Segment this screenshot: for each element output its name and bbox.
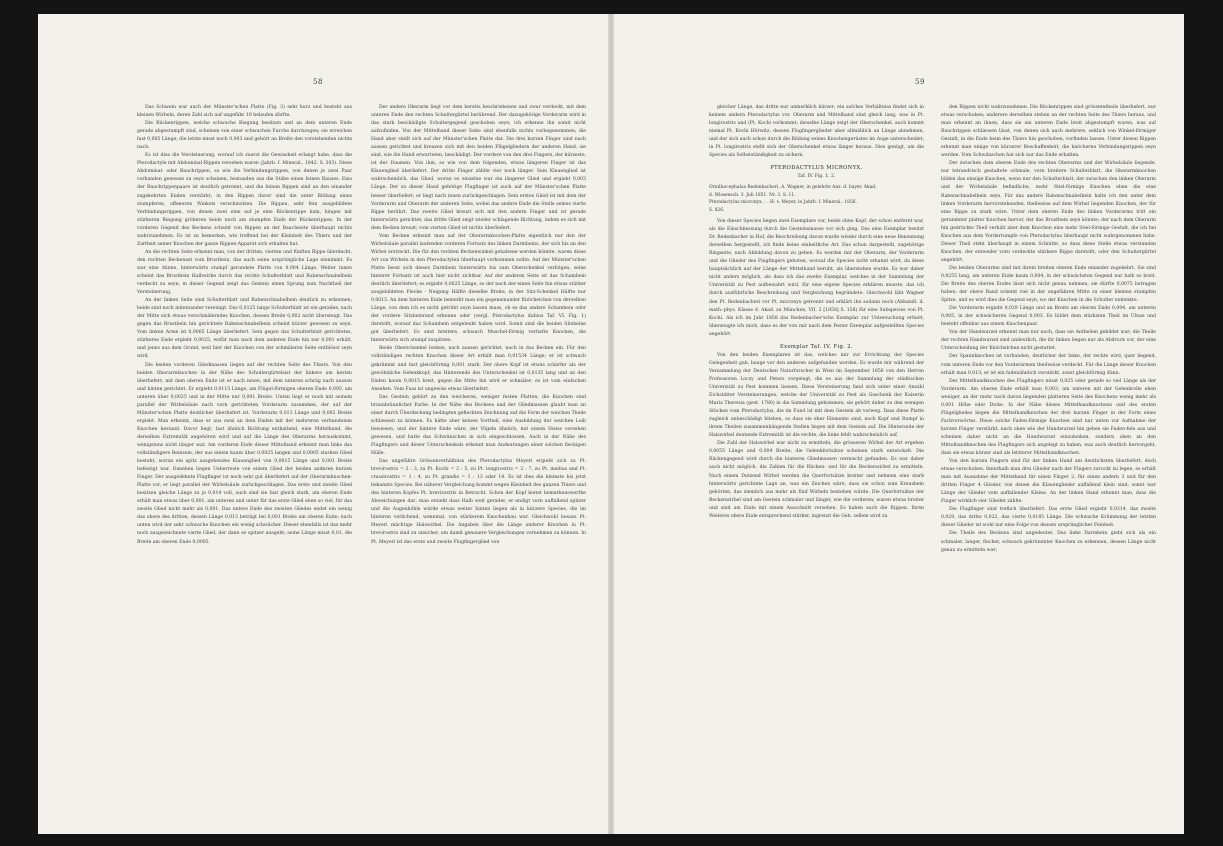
- page-number-left: 58: [313, 78, 323, 86]
- paragraph: Das Gestein gehört zu den weicheren, weniger festen Platten, die Knochen sind braunbräunlicher Farbe. In der Nähe des Beckens und der Gliedmassen glaubt man an einer durch Überdeckung bedingten gefleckten Zeichnung auf die Form der weichen Theile schliessen zu können. Es hätte aber keinen Vortheil, eine Ausbildung der weichen Leib bewiesen, und der hintere Ende wäre, der Vögeln ähnlich, mit einem Steiss versehen gewesen, und hatte das Schwänzchen in sich eingeschlossen. Auch in der Nähe des Flugfingers und dieser Unterschenkels erkennt man Andeutungen einer solchen fleckigen Hülle.: [371, 394, 586, 457]
- paragraph: An die rechten Seite erkennt man, von der dritten, vierten und fünften Rippe überdeckt, den rechten Beckenast vom Brustbein, das auch seine ursprüngliche Lage einnimmt. Es war eine dünne, hinterwärts stumpf gerundete Platte von 0,004 Länge. Weiter innen scheint das Brustbein Halbwirbe durch das rechte Schulterblatt und Rabenschnabelbein verdeckt zu seyn; in dieser Gegend zeigt das Gestein einen Sprung zum Nachtheil der Versteinerung.: [137, 249, 352, 296]
- right-column-2: [941, 104, 1156, 819]
- plate-reference: Taf. IV. Fig. 1. 2.: [797, 174, 836, 180]
- page-number-right: 59: [915, 78, 925, 86]
- paragraph: Vom Becken erkennt man auf der Oberarmknochen-Platte eigentlich nur den der Wirbelsäule parallel laufenden vorderen Fortsatz des linken Darmbeins, der sich bis an den Wirbel erstreckt. Die für den rechten Beckenwinkel gehaltene werden könnte, waren diese Art von Wirbeln in den Pterodactylen überhaupt vorkommen sollte. Auf der Münster'schen Platte liesst sich dieses Darmbein hinterwärts bis zum Oberschenkel verfolgen, seine hinterer Fortsatz ist auch hier nicht sichtbar. Auf der anderen Seite ist das Schambein deutlich überliefert; es ergiebt 0,0025 Länge, so der nach der einen Seite hin etwas stärker ausgebildeten Flecke - Neigung Hälfte dieselbe Breite, in der Sitz-Schenkel Hälfte nur 0,0015. An dem hinteren Ende bemerkt man ein gegeneinander Knöchelchen von derselben Länge, von dem ich es nicht getrübt seyn lassen muss, ob es das andere Schambein oder der vordere Sitzbeinrand erkenne oder (vergl. Pterodactylus dubius Taf. VI. Fig. 1) darstellt, worauf das Schambein entgelenkt haben wird. Somit sind die beiden Sitzbeine gut überliefert. Es sind breitere, schwach Muschel-förmig vertiefte Knochen, die hinterwärts sich stumpf zuspitzen.: [371, 233, 586, 344]
- paragraph: Die Vorderarm ergiebt 0,029 Länge und an Breite am oberen Ende 0,004, am unteren 0,005, in der schwächeren Gegend 0,003. Es bildet dem stärksten Theil im Ulnae und besteht offenbar aus einem Knochenpaar.: [941, 306, 1156, 328]
- paragraph: den Rippen nicht wahrzunehmen. Die Rückenrippen sind grösstentheils überliefert, nur etwas verschoben; anderere derselben stehen an der rechten Seite des Thiers heraus, und man erkennt an ihnen, dass sie am unteren Ende breit abgestumpft waren, was auf Bauchrippen schliessen lässt, von denen sich auch mehrere, seitlich von Winkel-förmiger Gestalt, in die Ende beim des Thiers hin geschoben, vorfinden lassen. Unter diesen Rippen erkennt man einige von kürzerer Beschaffenheit, die knöcherne Verbindungsrippen seyn werden. Vom Schwänzchen hat sich nur das Ende erhalten.: [941, 105, 1156, 159]
- paragraph: Die beiden Oberarme sind mit ihrem breiten oberen Ende einander zugekehrt. Sie sind 0,0255 lang, am unteren Ende kaum 0,004, in der schwächsten Gegend nur halb so breit. Die Breite des oberen Endes lässt sich nicht genau nehmen, sie dürfte 0,0075 betragen haben; der obere Rand scheint viel in der ungefähren Mitte zu einer kleinen stumpfen Spitze, und es wird dies die Gegend seyn, wo der Knochen in die Schulter einlenkte.: [941, 265, 1156, 304]
- paragraph: Von dieser Species liegen zwei Exemplare vor, beide ohne Kopf, der schon entfernt war, als die Einschliessung durch die Gesteinsmasse vor sich ging. Das eine Exemplar besitzt Dr. Redenbacher in Hof, die Beschreibung davon wurde wieder durch eine neue Benennung derselben hergestellt, ich finde keine einheitliche Art. Das schon dargestellt, zugehörige Ringseite, nach Abbildung davon zu geben. Es werden mir der Oberarm, der Vorderarm und die Glieder des Flugfingers geboten, worauf die Species nicht erkannt wird, da diese hauptsächlich auf der Länge der Mittelhand beruht, als überstehen wurde. Es war daher nicht anders möglich, als dass ich das zweite Exemplar, welches in der Sammlung der Universität zu Pest aufbewahrt wird, für eine eigene Species erklären musste, das ich durch ausführliche Beschreibung und Vergleichung begründete. Gleichwohl läht Wagner den Pt. Redenbacheri vor Pt. micronyx getrennt und erklärt ihn sodann noch (Abhandl. d. math.-phys. Klasse d. Akad. zu München, VII. 2 [1858] S. 158) für eine Subspecies von Pt. Kochi. Als ich im Jahr 1858 das Redenbacher'sche Exemplar zur Untersuchung erhielt, überzeugte ich mich, dass es der von mir nach dem Pester Exemplar aufgestellten Species angehört.: [709, 219, 924, 337]
- left-page: [38, 14, 611, 834]
- synonym-line: S. 826.: [709, 207, 725, 213]
- species-heading: PTERODACTYLUS MICRONYX.: [770, 165, 863, 172]
- paragraph: Das Schwein war auch der Münster'schen Platte (Fig. 3) sehr kurz und besteht aus kleinen Wirbeln, deren Zahl sich auf ungefähr 10 belaufen dürfte.: [137, 105, 352, 119]
- paragraph: Der zwischen dem oberen Ende des rechten Oberarms und der Wirbelsäule liegende, nur tetraedrisch gestaltete schmale, vorn breitere Schulterblatt, die Oberarmknochen bilden das einzige Knochen, wenn nur den Schulterblatt, der zwischen den linken Oberarm und der Wirbelsäule befindliche, mehr Stiel-förmige Knochen eben die eine Rabenschnabelbein seyn. Für das andere Rabenschnabelbein halte ich den unter dem linken Vorderarm hervorstehenden, theilweise auf dem Wirbel liegenden Knochen, der für eine Rippe zu stark wäre. Unter dem oberen Ende des linken Vorderarms tritt ein gerundeter platter Knochen hervor, der das Brustbein seyn könnte; der nach dem Oberarm hin gedrückte Theil verhält aber dem Knochen eine mehr Stiel-förmige Gestalt, die ich bei Knochen aus dem Vorderrumpfe von Pterodactylus überhaupt nicht wahrgenommen habe. Dieser Theil steht überhaupt in einem Schnitte, so dass diese Stelle etwas verstanden Knochen, der entweder vorn verdeckte stärkere Rippe darstellt, oder den Schultergürtel angehört.: [941, 161, 1156, 263]
- paragraph: Die Zahl der Halswirbel war nicht zu ermitteln; die grösseren Wirbel der Art ergeben 0,0055 Länge und 0,004 Breite; die Gelenkfortsätze scheinen stark entwickelt. Die Rückengegend wird durch die hinteren Gliedmassen vermischt gefunden. Es war daher auch nicht möglich, die Zahlen für die Rücken- und für die Beckenwirbel zu ermitteln. Nach einem Dutzend Wirbel werden die Querfortsätze breiter und nehmen eine stark hinterwärts gerichtete Lage an, was ein Zeichen wäre, dass sie schon zum Kreuzbein gehörten, das ziemlich aus mehr als fünf Wirbeln bestehen würde. Die Querfortsätze der Beckenwirbel sind am Gestein schmaler und länger, wie die vorderen; waren etwas breiter und sind am Ende mit einem Ausschnitt versehen. Es haben auch die Rippen. Ihren Weiteres obere Ende entsprechend stärker, ingrenzt die Geb. selben wird zu: [709, 441, 924, 519]
- paragraph: Der Spannknochen ist vorhanden, deutlicher der linke, der rechte wird, quer liegend, vom unteren Ende vor den Vorderarmen theilweise verdeckt. Für die Länge dieser Knochen erhält man 0,013; er ist ein fadenähnlich verstärkt, sonst gleichförmig dünn.: [941, 354, 1156, 376]
- synonymy-list: [709, 184, 924, 214]
- synonym-line: Pterodactylus micronyx, . . H. v. Meyer, in Jahrb. f. Mineral., 1856.: [709, 200, 857, 206]
- paragraph: gleicher Länge, das dritte nur unmerklich kürzer; ein solches Verhältniss findet sich in keinem andern Pterodactylus vor. Oberarm und Mittelhand sind gleich lang, was in Pt. longirostris und (Pt. Kochi vorkommt; dieselbe Länge zeigt der Oberschenkel, auch kommt niemal Pt. Kochi Hörwitz, dessen Flugfingerglieder aber allmählich an Länge abnehmen, und der sich auch schon durch die Bildung seines Knochengerüstes im Auge unterscheidet; in Pt. longirostris stellt sich der Oberschenkel etwas länger heraus. Dies genügt, um die Species als Selbstständigkeit zu sichern.: [709, 105, 924, 159]
- paragraph: An der linken Seite sind Schulterblatt und Rabenschnabelbein deutlich zu erkennen; beide sind noch miteinander vereinigt. Das 0,0125 lange Schulterblatt ist ein gerades, nach der Mitte sich etwas verschmälerndes Knochen, dessen Breite 0,002 nicht übersteigt. Das gegen das Brustbein hin gerichtete Rabenschnabelbein scheint kürzer gewesen zu seyn. Vom linken Arme ist 0,0065 Länge überliefert. Sein gegen das Schulterblatt gerichtetes, stärkeres Ende ergiebt 0,0025, wofür man nach dem anderen Ende hin nur 0,001 erhält, und jenes aus dem Grund, weil hier der Knochen von der schmäleren Seite entblösst seyn wird.: [137, 298, 352, 360]
- right-page: [611, 14, 1184, 834]
- paragraph: Beide Oberschenkel lenken, nach aussen gerichtet, noch in das Becken ein. Für den vollständigen rechten Knochen dieser Art erhält man 0,01534 Länge; er ist schwach gekrümmt und fast gleichförmig 0,001 stark. Der obere Kopf ist etwas schärfer als der gewöhnliche Gelenkkopf; das Hinterende des Unterschenkel ist 0,0135 lang und an den Enden kaum 0,0015 breit, gegen die Mitte hin wird er schmäler; es ist vom einfachen Ansehen. Vom Fuss ist ungewiss etwas überliefert.: [371, 346, 586, 392]
- paragraph: Es ist dies die Versteinerung, worauf ich zuerst die Gewissheit erlangt habe, dass die Pterodactyle mit Abdominal-Rippen versehen waren (Jahrb. f. Mineral., 1842. S. 303). Diese Abdominal- oder Bauchrippen, so wie die Verbindungsrippen, von denen je zwei Paar vorhanden gewesen zu seyn scheinen, bestanden aus die Stäbe einen feinen Bauses. Eins der Bauchrippenpaare ist deutlich getrennt, und die feinen Rippen sind an den einander zugekehrten Enden verstärkt; in den Rippen davor sind die unter Bildung eines stumpferen, offeneren Winkels verschmolzen. Die Rippen, sehr fein ausgebildete Verbindungsrippen, von denen zwei eine auf je eine Rückenrippe kam, hingen mit stärkeren Biegung gröberen beide noch am stumpfen Ende der Rückenrippen. In der vorderen Gegend des Beckens scheint von Rippen an der Bauchseite überhaupt nichts wahrzunehmen. Es ist zu bemerken, wie treffend bei der Kleinheit des Thiers und der Zartheit seiner Knochen der ganze Rippen-Apparat sich erhalten hat.: [137, 153, 352, 247]
- left-column-2: [371, 104, 586, 819]
- paragraph: Der Mittelhandknochen des Flugfingers misst 0,025 oder gerade so viel Länge als der Vorderarm. Am oberen Ende erhält man 0,003, am unteren mit der Gelenkrolle eben weniger, an der mehr nach davon liegenden platteren Seite des Knochens wenig mehr als 0,001 Höhe oder Dicke. In der Nähe dieses Mittelhandknochens und des ersten Flügelgliedes liegen die Mittelhandknochen der drei kurzen Finger in der Form eines Fachvorwörtes. Diese solche Faden-förmige Knochen sind nur unten zur Aufnahme der kurzen Finger verstärkt, nach oben wie der Handwurzel hin gehen sie Faden-fein aus und scheinen daher nicht an die Handwurzel einzulenken, sondern oben an den Mittelhandknochen des Flugfingers sich angelegt zu haben, was auch deutlich hervorgeht, dass sie etwas kürzer sind als letzterer Mittelhandknochen.: [941, 378, 1156, 457]
- book-spread: [38, 14, 1184, 834]
- synonym-line: d. Wissensch. 3. Juli 1851. Nr. 3. S. 11.: [709, 192, 796, 198]
- synonym-line: Ornithocephalus Redenbacheri, A. Wagner, in gelehrte Anz. d. bayer. Akad.: [709, 185, 877, 191]
- paragraph: Von den beiden Exemplaren ist das, welches mir zur Errichtung der Species Gelegenheit gab, bauge vor den anderen aufgefunden worden. Es wurde mir während der Versammlung der Deutschen Naturforscher in Wien im September 1856 von den Herren Professoren Loczy und Peters vorgelegt, die es aus der Sammlung der städtischen Universität zu Pest kommen liessen. Diese Versteinerung fand sich unter einer Anzahl Eichstätter Versteinerungen, welche der Universität zu Pest als Geschenk der Kaiserin Maria Theresia (gest. 1780) in die Sammlung gekommen; sie gehört daher zu den wenigen Stücken vom Pterodactylus, die im Fund ist mit dem Gestein ab vorweg. Dass diese Platte zugleich unbeschädigt blieben, so dass sie eher Elemente sind, noch Kopf und Rumpf in ihrem Theilen zusammenhängende Stellen liegen mit dem Gestein auf. Die Hinterseite der Halswirbel deutende Extremität ist die rechte, die linke fehlt wahrscheinlich auf.: [709, 352, 924, 439]
- paragraph: Die Rückenrippen, welche schwache Biegung besitzen und an dem unteren Ende gerade abgestumpft sind, scheinen von einer schwachen Furche durchzogen; sie erreichen fast 0,005 Länge, die letzte misst noch 0,003 und gehört an Breite den vorstehenden nichts nach.: [137, 121, 352, 151]
- left-column-1: [137, 104, 352, 819]
- paragraph: Der andere Oberarm liegt vor dem bereits beschriebenen und zwar verdeckt, mit dem unteren Ende den rechten Schultergürtel berührend. Der dazugehörige Vorderarm wird in das stark beschädigte Schultergegend geschoben seyn; ich erkenne ihn somit nicht aufzufinden. Von der Mittelhand dieser Seite sind ebenfalls nichts vorbegenommen; die Hand aber stellt sich auf der Münster'schen Platte dar. Die drei kurzen Finger sind nach aussen gerichtet und kreuzen sich mit den beiden Flügelgliedern der anderen Hand, sie sind, wie die Hand erwarteten, beschädigt. Der vordere von den drei Fingern, der kürzeste, ist der Daumen. Von ihm, so wie von dem folgenden, etwas längeren Finger ist das Klauenglied überliefert. Der dritte Finger zählte vier noch länger. Sein Klauenglied ist wahrscheinlich, das Glied, woran es einzelne war ein längerer Glied und ergiebt 0,003 Länge. Der zu dieser Hand gehörige Flugfinger ist auch auf der Münster'schen Platte besser überliefert; er liegt nach innen zurückgeschlagen. Sein erstes Glied ist mit dem der Vorderarm und Oberarm der anderen Seite, wobei das andere Ende die Stelle seines vierte Rippe berührt. Das zweite Glied kreuzt sich mit den andern Finger und ist gerade hinterwärts gerichtet; das dritte Glied zeigt wieder schlagende Richtung, indem es sich mit dem Becken kreuzt; vom vierten Glied ist nichts überliefert.: [371, 105, 586, 231]
- paragraph: Von der Handwurzel erkennt man nur noch, dass sie Antheilen gebildet war; die Theile der rechten Handwurzel sind undeutlich, die ihr linken liegen nur als Abdruck vor, der eine Unterscheidung der Knöchelchen nicht gestattet.: [941, 330, 1156, 352]
- paragraph: Die beiden vorderen Gliedmassen liegen auf der rechten Seite des Thiers. Von den beiden Oberarmknochen in der Nähe des Schultergürtelsist der linkere am besten überliefert; mit dem oberen Ende ist er nach innen, mit dem unteren schräg nach aussen und hinten gerichtet. Er ergiebt 0,0115 Länge, am Flügel-förmigen oberen Ende 0,005, am unteren über 0,0025 und in der Mitte nur 0,001 Breite. Unten liegt er noch mit seinem parallel der Wirbelsäule nach vorn gerichteten Vorderarm zusammen, der auf der Münster'schen Platte deutlicher überliefert ist. Vorderarm 0,013 Länge und 0,002 Breite ergiebt. Man erkennt, dass er aus zwei an dem Enden mit der mehreren verbundenen Knochen bestand. Davor liegt, fast ähnlich Richtung enthaltend, eine Mittelhand, die derselben Extremität angehören wird und auf die Länge des Oberarms herauskommt, wenigstens nicht länger war. Am vorderen Ende dieser Mittelhand erkennt man links das vollständigere Beinsein, der aus einem kaum über 0,0025 langen und 0,0005 starken Glied besteht, woran ein spitz ausgehendes Klauenglied von 0,0015 Länge und 0,001 Breite befestigt war. Daneben liegen Ueberreste von einem Glied der beiden anderen kurzen Finger. Der ausgedehnte Flugfinger ist noch sehr gut überliefert auf der Oberarmknochen-Platte vor, er liegt parallel der Wirbelsäule zurückgeschlagen. Das erste und zweite Glied besitzen gleiche Länge zu je 0,014 voll, auch sind sie fast gleich stark, am oberen Ende erhält man etwas über 0,001, am unteren und unter für das erste Glied eben so viel, für das zweite Glied nicht mehr als 0,001. Das untere Ende des zweiten Gliedes endet ein wenig das obere des dritten, dessen Länge 0,013 beträgt bei 0,001 Breite am oberen Ende; nach unten wird der sehr schwache Knochen ein wenig schwächer. Dieser ebenfalls ist das mehr noch ausgezeichnete vierte Glied, der dann es spitzer ausgeht; seine Länge misst 0,01, die Breite am oberen Ende 0,0005.: [137, 362, 352, 545]
- paragraph: Das ungefähre Grössenverhältniss des Pterodactylus Meyeri ergiebt sich zu Pt. brevirostris = 2 : 3, zu Pt. Kochi = 2 : 5, zu Pt. longirostris = 2 : 7, zu Pt. medius und Pt. crassirostris = 1 : 4, zu Pt. grandis = 1 : 13 oder 14. Es ist dies die kleinste bis jetzt bekannte Species. Bei näherer Vergleichung kommt wegen Kleinheit des ganzen Thiers und des hinteren Kopfes Pt. brevirostris in Betracht. Schon der Kopf bietet bemerkenswerthe Abweichungen dar; man ersieht dass Halb weit gerader, er endigt vorn auffallend spitzer und die Augenhöhle würde etwas weiter hinten liegen als in kürzere Species, die im hinteren verlichend, wennmal, von stärkerem Knochenbau war. Gleichwohl besass Pt. Meyeri mächtige Halswirbel. Die Angaben über die Länge anderer Knochen in Pt. brevirostris sind zu unsicher, um damit genauere Vergleichungen vornehmen zu können. In Pt. Meyeri ist das erste und zweite Flugfingerglied von: [371, 459, 586, 545]
- paragraph: Von den kurzen Fingern sind für der linken Hand am deutlichsten überliefert, doch etwas verschoben. Innerhalb man drei Glieder nach der Fingers zuruckt zu legen, es erhält man mit Ausnahme der Mittelhand für einen Finger 2, für einen andern 3 und für den dritten Finger 4 Glieder, von denen die Klauenglieder auffallend klein sind; somit war Länge der Glieder vom auffallender Kleine. An der linken Hand erkennt man, dass die Finger wirklich vier Glieder zählte.: [941, 459, 1156, 505]
- right-column-1: [709, 104, 924, 819]
- paragraph: Die Flugfinger sind treflich überliefert. Das erste Glied ergiebt 0,0314, das zweite 0,029, das dritte 0,022, das vierte 0,0185 Länge. Die schwache Krümmung der letzten dieser Glieder ist wohl nur eine Folge von dessen ursprünglicher Feinheit.: [941, 507, 1156, 529]
- paragraph: Die Theile des Beckens sind ungedeutet. Das linke Darmbein giebt sich als ein schmaler, langer, flacher, schwach gekrümmter Knochen zu erkennen, dessen Länge nicht genau zu ermitteln war;: [941, 531, 1156, 553]
- specimen-heading: Exemplar Taf. IV. Fig. 2.: [779, 343, 854, 350]
